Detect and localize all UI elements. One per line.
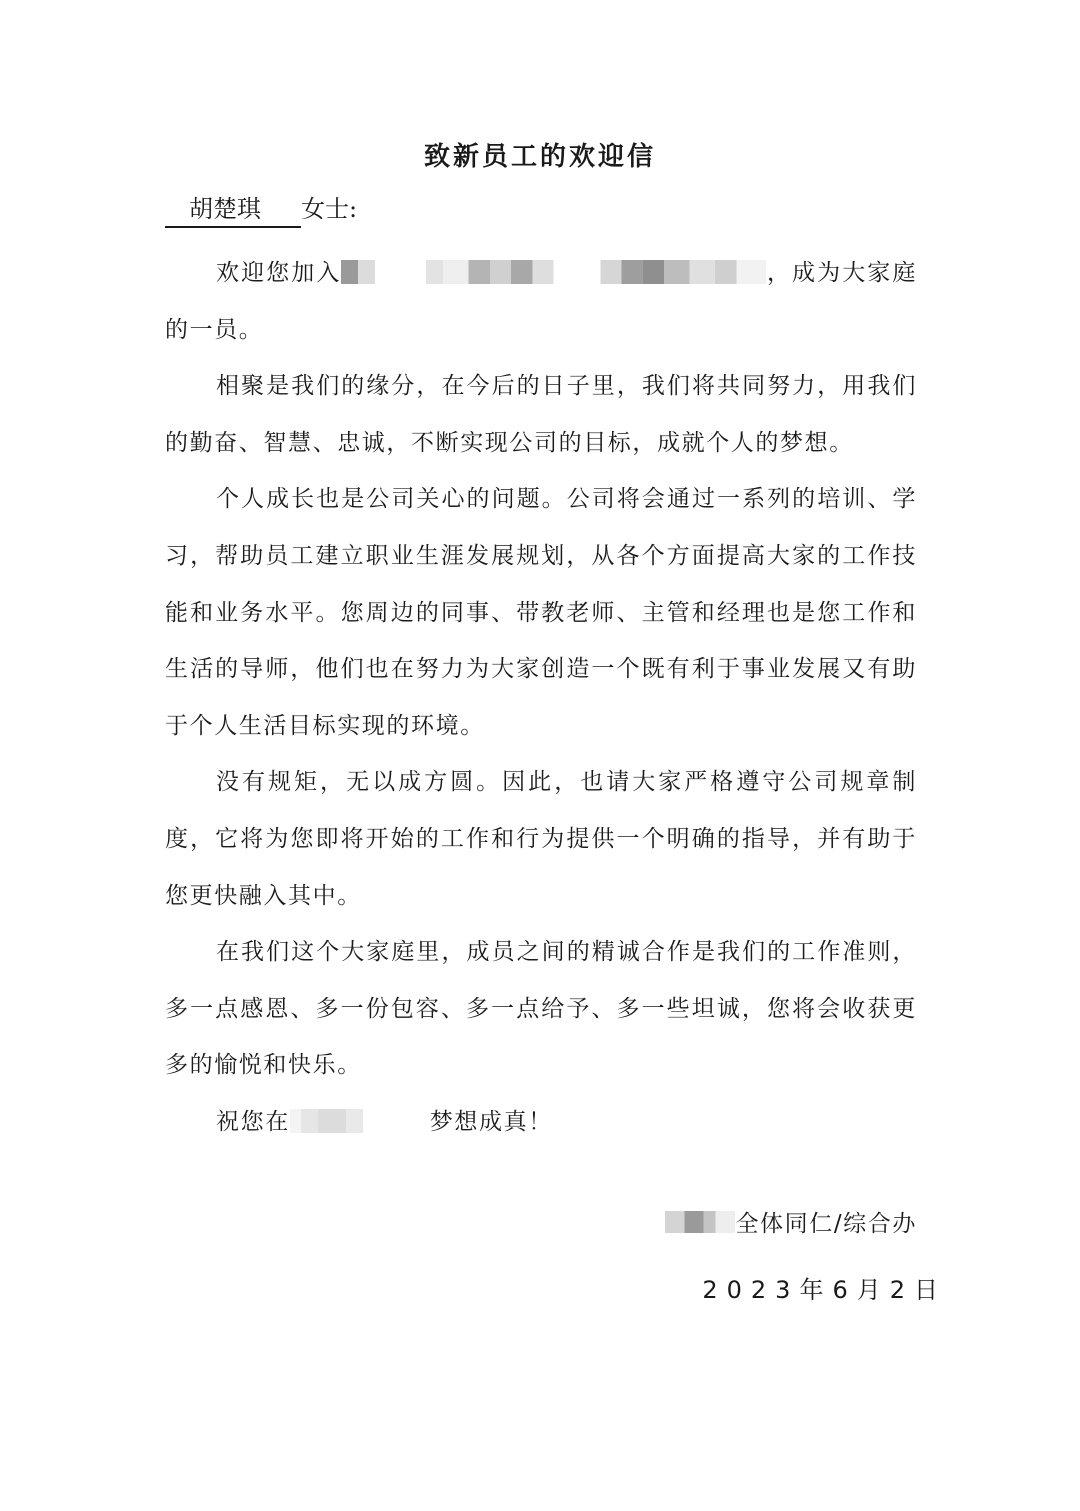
- paragraph-fate: 相聚是我们的缘分，在今后的日子里，我们将共同努力，用我们的勤奋、智慧、忠诚，不断实现公司的目标，成就个人的梦想。: [165, 373, 917, 456]
- signature-text: 全体同仁/综合办: [735, 1211, 917, 1237]
- recipient-name: 胡楚琪: [165, 192, 301, 228]
- salutation: [165, 192, 357, 228]
- signature: [665, 1205, 917, 1238]
- paragraph-rules: 没有规矩，无以成方圆。因此，也请大家严格遵守公司规章制度，它将为您即将开始的工作和行为提供一个明确的指导，并有助于您更快融入其中。: [165, 769, 917, 909]
- welcome-text-start: 欢迎您加入: [216, 260, 342, 286]
- redacted-signature-company: [665, 1211, 735, 1233]
- letter-body: [165, 245, 917, 1151]
- wish-text-end: 梦想成真！: [429, 1108, 553, 1135]
- letter-title: 致新员工的欢迎信: [423, 142, 656, 172]
- redacted-company-name: [341, 260, 766, 284]
- paragraph-welcome: [165, 245, 917, 358]
- paragraph-cooperation: 在我们这个大家庭里，成员之间的精诚合作是我们的工作准则，多一点感恩、多一份包容、多一点给予、多一些坦诚，您将会收获更多的愉悦和快乐。: [165, 939, 917, 1079]
- recipient-honorific: 女士:: [301, 195, 358, 223]
- welcome-text-end: ，成为大家庭的一员。: [165, 260, 917, 343]
- paragraph-wish: [165, 1094, 917, 1151]
- paragraph-growth: 个人成长也是公司关心的问题。公司将会通过一系列的培训、学习，帮助员工建立职业生涯发展规划，从各个方面提高大家的工作技能和业务水平。您周边的同事、带教老师、主管和经理也是您工作和生活的导师，他们也在努力为大家创造一个既有利于事业发展又有助于个人生活目标实现的环境。: [165, 486, 917, 739]
- letter-date: 2023年6月2日: [702, 1276, 947, 1304]
- wish-text-start: 祝您在: [216, 1108, 290, 1135]
- redacted-company-short-name: [290, 1109, 430, 1133]
